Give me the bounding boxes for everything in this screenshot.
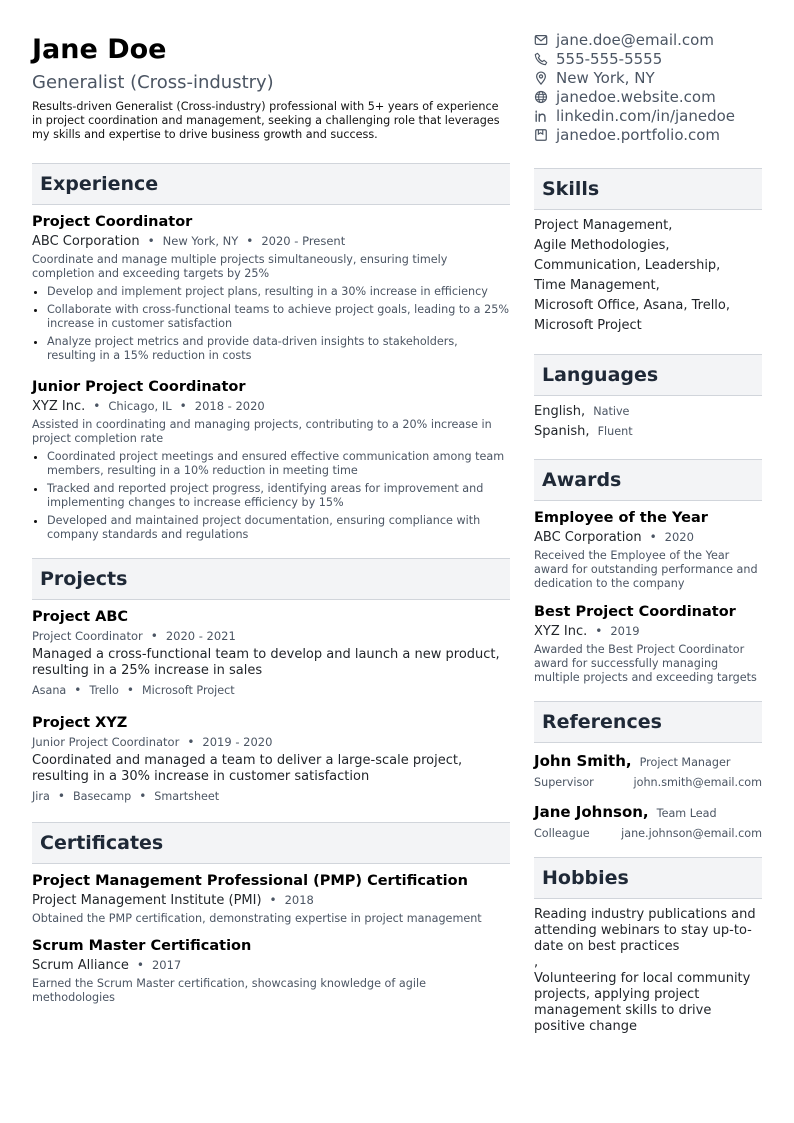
award-org: ABC Corporation [534, 530, 642, 545]
job-title: Junior Project Coordinator [32, 378, 246, 395]
certificate-description: Obtained the PMP certification, demonstrating expertise in project management [32, 911, 482, 925]
project-tool: Asana [32, 683, 67, 697]
language-name: English, [534, 404, 586, 419]
skills-list [534, 216, 762, 336]
skill-line: Communication, Leadership, [534, 258, 721, 273]
linkedin-icon [534, 109, 548, 123]
separator-dot: • [269, 892, 277, 907]
awards-heading: Awards [534, 459, 762, 501]
email-text: jane.doe@email.com [556, 30, 714, 49]
separator-dot: • [74, 682, 82, 697]
contact-linkedin[interactable] [534, 106, 762, 125]
award-year: 2020 [664, 530, 694, 544]
contact-email[interactable] [534, 30, 762, 49]
award-description: Received the Employee of the Year award for outstanding performance and dedication to the company [534, 549, 758, 590]
reference-entry [534, 803, 762, 840]
certificate-meta [32, 958, 510, 973]
job-location: Chicago, IL [108, 398, 172, 413]
certificate-year: 2017 [151, 957, 182, 972]
separator-dot: • [93, 398, 101, 413]
right-column [534, 30, 762, 1035]
contact-portfolio[interactable] [534, 125, 762, 144]
separator-dot: • [595, 624, 603, 638]
job-company: ABC Corporation [32, 233, 140, 249]
project-dates: 2020 - 2021 [165, 628, 236, 643]
award-entry [534, 510, 762, 591]
contact-website[interactable] [534, 87, 762, 106]
award-title: Employee of the Year [534, 510, 708, 526]
references-heading: References [534, 701, 762, 743]
award-meta [534, 624, 762, 639]
certificate-meta [32, 893, 510, 908]
job-location: New York, NY [162, 233, 239, 248]
job-bullets [32, 285, 510, 363]
language-level: Native [593, 405, 630, 418]
reference-name: John Smith, [534, 752, 632, 770]
reference-entry [534, 752, 762, 789]
reference-role: Project Manager [639, 756, 731, 769]
job-company: XYZ Inc. [32, 398, 86, 414]
project-tool: Trello [89, 683, 119, 697]
portfolio-text: janedoe.portfolio.com [556, 125, 721, 144]
project-role: Junior Project Coordinator [32, 734, 180, 749]
separator-dot: • [187, 734, 195, 749]
certificate-year: 2018 [284, 892, 314, 907]
separator-dot: • [179, 398, 187, 413]
project-meta [32, 629, 510, 643]
project-description: Managed a cross-functional team to develop and launch a new product, resulting in a 25% increase in sales [32, 646, 500, 678]
skill-line: Agile Methodologies, [534, 238, 670, 253]
website-text: janedoe.website.com [556, 87, 716, 106]
location-pin-icon [534, 71, 548, 85]
portfolio-icon [534, 128, 548, 142]
certificate-description: Earned the Scrum Master certification, showcasing knowledge of agile methodologies [32, 976, 426, 1004]
job-meta [32, 399, 510, 414]
reference-relation: Colleague [534, 827, 590, 840]
certificates-heading: Certificates [32, 822, 510, 864]
languages-list [534, 402, 762, 442]
project-role: Project Coordinator [32, 628, 143, 643]
skill-line: Time Management, [534, 278, 660, 293]
reference-email[interactable]: john.smith@email.com [633, 776, 762, 789]
left-column [32, 30, 510, 1005]
separator-dot: • [150, 628, 158, 643]
skill-line: Microsoft Office, Asana, Trello, [534, 298, 731, 313]
separator-dot: • [126, 682, 134, 697]
separator-dot: • [136, 957, 144, 972]
phone-icon [534, 52, 548, 66]
skill-line: Microsoft Project [534, 318, 642, 333]
project-description: Coordinated and managed a team to deliver a large-scale project, resulting in a 30% increase in customer satisfaction [32, 752, 463, 784]
languages-heading: Languages [534, 354, 762, 396]
contact-list [534, 30, 762, 144]
hobby-item: Reading industry publications and attending webinars to stay up-to-date on best practices [534, 907, 756, 954]
project-meta [32, 735, 510, 749]
reference-details [534, 827, 762, 840]
job-bullet: • Coordinated project meetings and ensured effective communication among team members, resulting in a 10% reduction in meeting time [47, 450, 510, 478]
language-item [534, 402, 762, 422]
globe-icon [534, 90, 548, 104]
candidate-title: Generalist (Cross-industry) [32, 72, 274, 94]
certificate-issuer: Project Management Institute (PMI) [32, 892, 262, 908]
reference-header [534, 803, 762, 821]
certificate-issuer: Scrum Alliance [32, 957, 129, 973]
award-year: 2019 [610, 624, 640, 638]
experience-heading: Experience [32, 163, 510, 205]
contact-location [534, 68, 762, 87]
project-entry [32, 609, 510, 697]
job-bullet: • Analyze project metrics and provide data-driven insights to stakeholders, resulting in a 15% reduction in costs [47, 335, 510, 363]
project-tool: Microsoft Project [141, 683, 235, 697]
job-bullet: • Collaborate with cross-functional teams to achieve project goals, leading to a 25% increase in customer satisfaction [47, 303, 510, 331]
job-description: Coordinate and manage multiple projects simultaneously, ensuring timely completion and exceeding targets by 25% [32, 252, 448, 280]
separator-dot: • [246, 233, 254, 248]
job-bullet: • Developed and maintained project documentation, ensuring compliance with company standards and regulations [47, 514, 510, 542]
reference-email[interactable]: jane.johnson@email.com [621, 827, 762, 840]
project-tool: Jira [32, 789, 50, 803]
job-title: Project Coordinator [32, 213, 193, 230]
reference-name: Jane Johnson, [534, 803, 649, 821]
job-meta [32, 234, 510, 249]
project-entry [32, 715, 510, 803]
reference-header [534, 752, 762, 770]
projects-heading: Projects [32, 558, 510, 600]
certificate-entry [32, 873, 510, 926]
project-name: Project ABC [32, 608, 129, 625]
language-item [534, 422, 762, 442]
project-tool: Smartsheet [154, 789, 220, 803]
summary: Results-driven Generalist (Cross-industry) professional with 5+ years of experience in project coordination and management, seeking a challenging role that leverages my skills and expertise to drive business growth and success. [32, 99, 500, 141]
separator-dot: • [57, 788, 65, 803]
contact-phone[interactable] [534, 49, 762, 68]
language-name: Spanish, [534, 424, 590, 439]
skills-heading: Skills [534, 168, 762, 210]
job-dates: 2018 - 2020 [194, 398, 265, 413]
award-org: XYZ Inc. [534, 624, 588, 639]
linkedin-text: linkedin.com/in/janedoe [556, 106, 736, 125]
certificate-entry [32, 938, 510, 1005]
award-entry [534, 604, 762, 685]
hobbies-list [534, 907, 762, 1035]
job-entry [32, 379, 510, 542]
reference-details [534, 776, 762, 789]
job-bullets [32, 450, 510, 542]
certificate-name: Scrum Master Certification [32, 937, 252, 954]
project-dates: 2019 - 2020 [202, 734, 273, 749]
hobby-separator: , [534, 955, 539, 970]
reference-role: Team Lead [656, 807, 717, 820]
certificate-name: Project Management Professional (PMP) Certification [32, 872, 468, 889]
job-entry [32, 214, 510, 363]
reference-relation: Supervisor [534, 776, 594, 789]
location-text: New York, NY [556, 68, 655, 87]
job-dates: 2020 - Present [261, 233, 346, 248]
award-title: Best Project Coordinator [534, 604, 736, 620]
candidate-name: Jane Doe [32, 34, 167, 65]
job-description: Assisted in coordinating and managing projects, contributing to a 20% increase in project completion rate [32, 417, 492, 445]
project-tool: Basecamp [72, 789, 132, 803]
hobby-item: Volunteering for local community projects, applying project management skills to drive positive change [534, 971, 751, 1034]
job-bullet: • Develop and implement project plans, resulting in a 30% increase in efficiency [47, 285, 510, 299]
separator-dot: • [139, 788, 147, 803]
skill-line: Project Management, [534, 218, 673, 233]
award-description: Awarded the Best Project Coordinator award for successfully managing multiple projects and exceeding targets [534, 643, 757, 684]
separator-dot: • [147, 233, 155, 248]
award-meta [534, 530, 762, 545]
job-bullet: • Tracked and reported project progress, identifying areas for improvement and implementing changes to increase efficiency by 15% [47, 482, 510, 510]
project-tools [32, 683, 510, 697]
hobbies-heading: Hobbies [534, 857, 762, 899]
project-tools [32, 789, 510, 803]
mail-icon [534, 33, 548, 47]
phone-text: 555-555-5555 [556, 49, 663, 68]
project-name: Project XYZ [32, 714, 128, 731]
language-level: Fluent [597, 425, 633, 438]
separator-dot: • [649, 530, 657, 544]
